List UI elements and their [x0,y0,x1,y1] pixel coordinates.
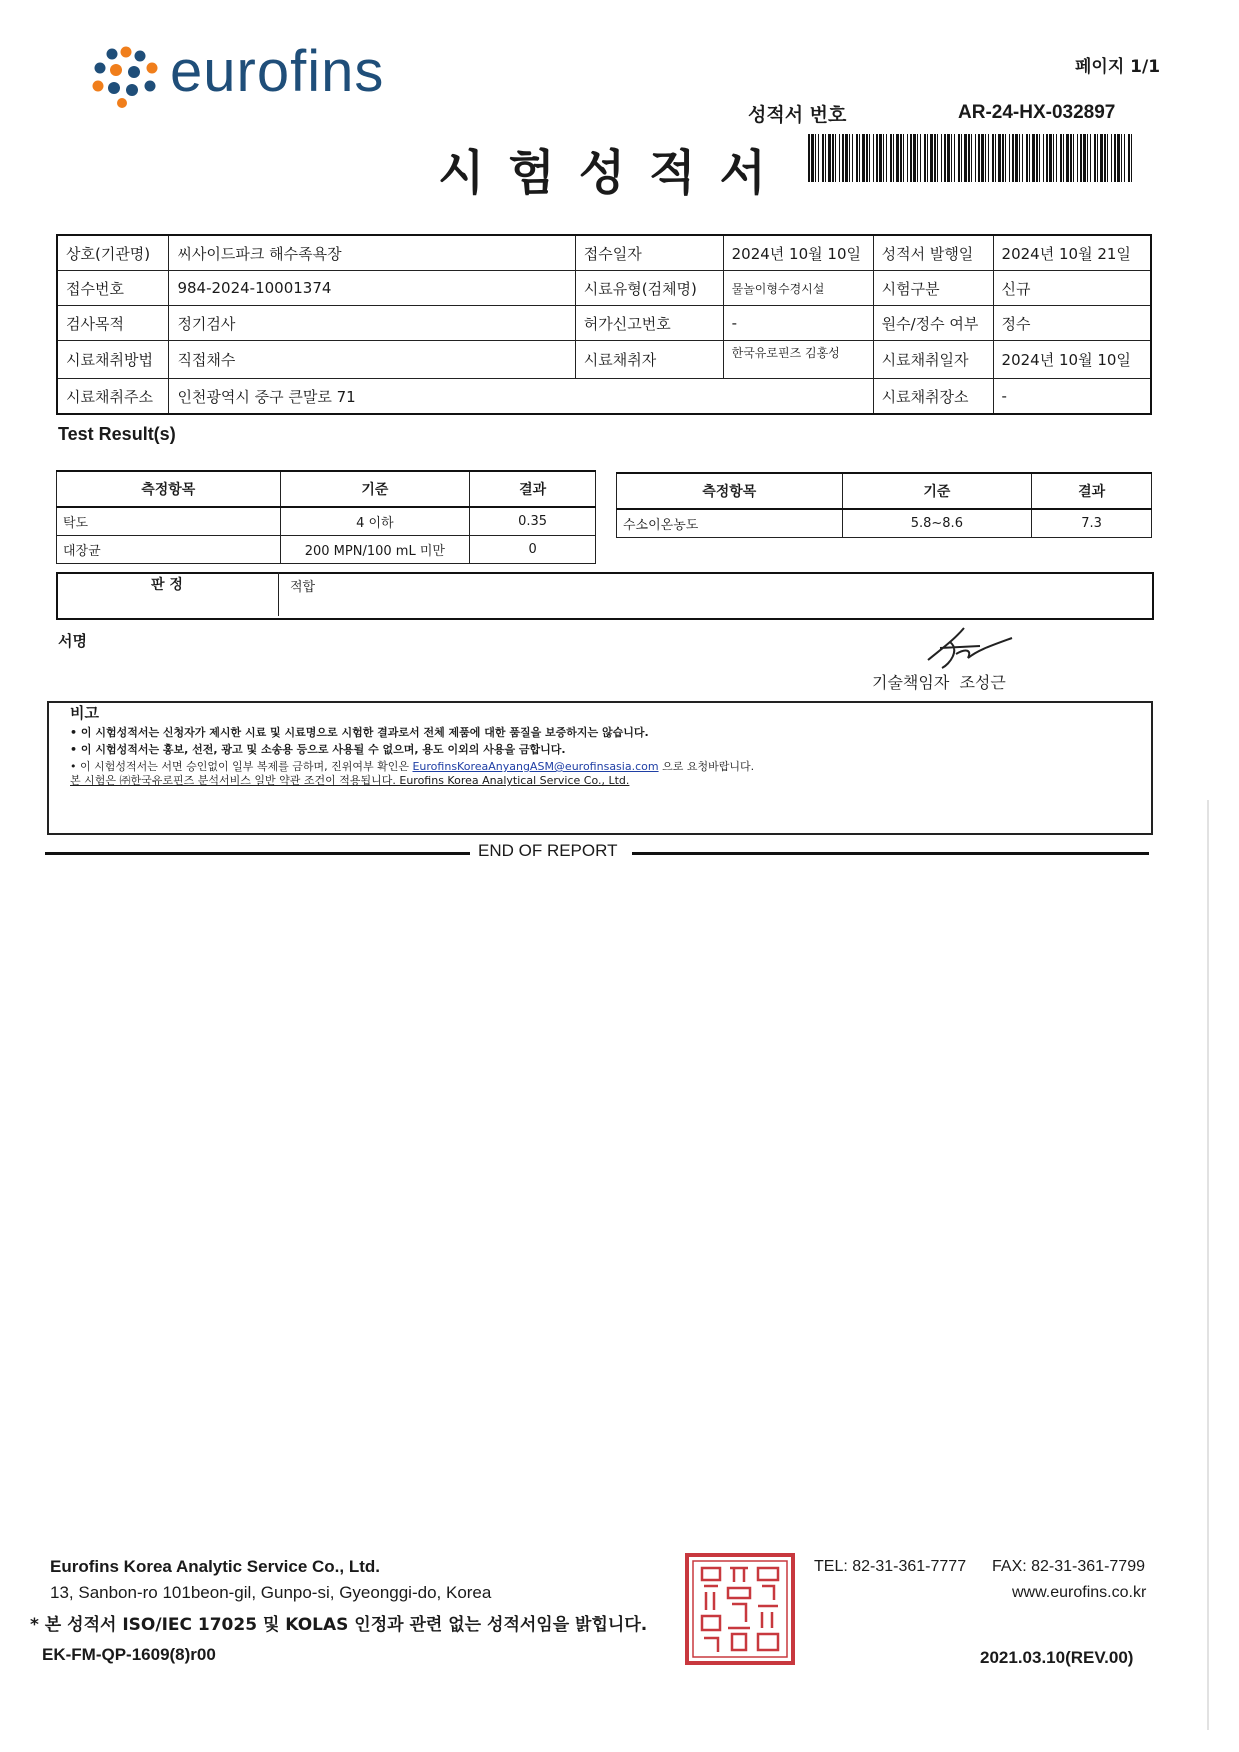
end-of-report: END OF REPORT [478,841,618,860]
website: www.eurofins.co.kr [1012,1584,1147,1601]
info-value: 직접채수 [169,341,575,379]
result-item: 수소이온농도 [617,509,843,538]
note-text: 으로 요청바랍니다. [662,760,755,773]
column-header-result: 결과 [1032,473,1152,509]
verdict-label: 판 정 [56,572,279,616]
info-value: 물놀이형수경시설 [723,271,873,306]
info-label: 허가신고번호 [575,306,723,341]
revision-date: 2021.03.10(REV.00) [980,1648,1134,1667]
info-value: 인천광역시 중구 큰말로 71 [169,379,873,415]
contact-email-link[interactable]: EurofinsKoreaAnyangASM@eurofinsasia.com [412,760,659,773]
result-standard: 5.8~8.6 [842,509,1032,538]
divider [45,852,470,855]
result-standard: 4 이하 [280,507,470,536]
results-header-row [617,473,1152,509]
info-label: 시료채취자 [575,341,723,379]
result-item: 대장균 [57,536,281,564]
info-value: 정수 [993,306,1151,341]
manager-title: 기술책임자 [872,673,950,692]
info-row [57,235,1151,271]
column-header-standard: 기준 [280,471,470,507]
result-value: 7.3 [1032,509,1152,538]
info-label: 시료채취일자 [873,341,993,379]
company-address: 13, Sanbon-ro 101beon-gil, Gunpo-si, Gyeonggi-do, Korea [50,1583,492,1602]
info-value: 씨사이드파크 해수족욕장 [169,235,575,271]
info-value: 한국유로핀즈 김홍성 [723,341,873,379]
column-header-standard: 기준 [842,473,1032,509]
sample-info-table [56,234,1152,415]
info-label: 성적서 발행일 [873,235,993,271]
table-row [617,509,1152,538]
report-number: AR-24-HX-032897 [958,102,1116,123]
results-header-row [57,471,596,507]
note-line: • 이 시험성적서는 홍보, 선전, 광고 및 소송용 등으로 사용될 수 없으며, 용도 이외의 사용을 금합니다. [70,743,566,756]
info-row [57,341,1151,379]
column-header-item: 측정항목 [57,471,281,507]
result-standard: 200 MPN/100 mL 미만 [280,536,470,564]
table-row [57,536,596,564]
eurofins-logo-icon [92,46,160,108]
column-header-result: 결과 [470,471,596,507]
info-value: - [723,306,873,341]
technical-manager [872,670,1006,693]
report-number-label: 성적서 번호 [748,104,847,126]
info-label: 시료채취주소 [57,379,169,415]
column-header-item: 측정항목 [617,473,843,509]
info-label: 상호(기관명) [57,235,169,271]
info-row [57,306,1151,341]
info-value: 984-2024-10001374 [169,271,575,306]
note-text: • 이 시험성적서는 서면 승인없이 일부 복제를 금하며, 진위여부 확인은 [70,760,409,773]
test-results-heading: Test Result(s) [58,424,176,444]
verdict-value: 적합 [290,580,316,595]
info-row [57,271,1151,306]
results-table-right [616,472,1152,538]
document-title: 시험성적서 [438,145,790,201]
info-label: 시험구분 [873,271,993,306]
result-value: 0 [470,536,596,564]
info-row [57,379,1151,415]
divider [632,852,1149,855]
notes-title: 비고 [70,704,99,722]
accreditation-disclaimer: * 본 성적서 ISO/IEC 17025 및 KOLAS 인정과 관련 없는 성적서임을 밝힙니다. [30,1615,648,1635]
form-code: EK-FM-QP-1609(8)r00 [42,1645,216,1664]
info-value: 2024년 10월 10일 [723,235,873,271]
info-value: - [993,379,1151,415]
info-value: 2024년 10월 21일 [993,235,1151,271]
page-number: 페이지 1/1 [1075,57,1161,77]
signature-label: 서명 [58,632,87,650]
signature-icon [920,620,1020,676]
barcode-icon [808,134,1134,182]
manager-name: 조성근 [959,673,1006,692]
table-row [57,507,596,536]
results-table-left [56,470,596,564]
info-value: 정기검사 [169,306,575,341]
result-item: 탁도 [57,507,281,536]
info-label: 접수번호 [57,271,169,306]
logo-wordmark: eurofins [170,39,385,104]
note-line: 본 시험은 ㈜한국유로핀즈 분석서비스 일반 약관 조건이 적용됩니다. Eurofins Korea Analytical Service Co., Ltd. [70,774,630,787]
fax: FAX: 82-31-361-7799 [992,1558,1145,1575]
telephone: TEL: 82-31-361-7777 [814,1558,967,1575]
info-label: 시료유형(검체명) [575,271,723,306]
info-label: 검사목적 [57,306,169,341]
company-seal-icon [684,1552,796,1666]
scan-edge-divider [1207,800,1209,1730]
note-line: • 이 시험성적서는 신청자가 제시한 시료 및 시료명으로 시험한 결과로서 전체 제품에 대한 품질을 보증하지는 않습니다. [70,726,649,739]
info-label: 접수일자 [575,235,723,271]
result-value: 0.35 [470,507,596,536]
info-label: 원수/정수 여부 [873,306,993,341]
company-name: Eurofins Korea Analytic Service Co., Ltd. [50,1557,381,1576]
info-label: 시료채취장소 [873,379,993,415]
info-value: 2024년 10월 10일 [993,341,1151,379]
info-value: 신규 [993,271,1151,306]
info-label: 시료채취방법 [57,341,169,379]
